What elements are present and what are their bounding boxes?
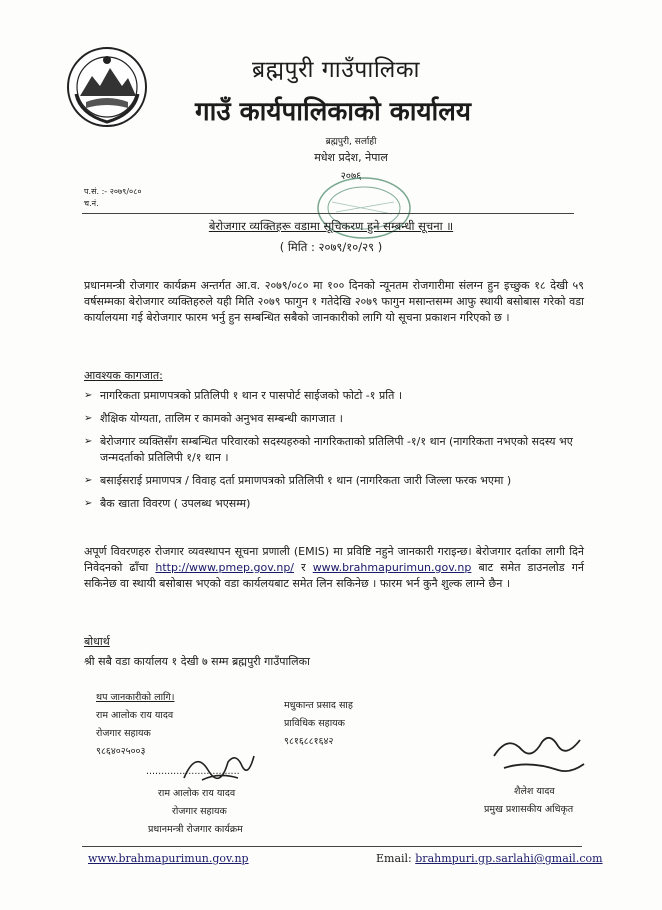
- document-item-text: बैक खाता विवरण ( उपलब्ध भएसम्म): [100, 497, 251, 510]
- contact-2-phone: ९८१६८८१६४२: [284, 736, 334, 747]
- instructions-text-2: र: [294, 561, 313, 574]
- signatory-right-name: शैलेश यादव: [514, 786, 555, 797]
- signature-left-dots: ...............................: [146, 766, 240, 777]
- documents-heading: आवश्यक कागजात:: [84, 369, 163, 382]
- contact-1-phone: ९८६४०२५००३: [96, 746, 146, 757]
- cc-heading: बोधार्थ: [84, 635, 110, 648]
- arrow-bullet-icon: ➢: [84, 475, 93, 486]
- letter-number: प.सं. :- २०७९/०८०: [84, 187, 142, 196]
- office-title: गाउँ कार्यपालिकाको कार्यालय: [195, 97, 471, 127]
- footer-email: [376, 852, 603, 865]
- arrow-bullet-icon: ➢: [84, 436, 93, 447]
- notice-paragraph: प्रधानमन्त्री रोजगार कार्यक्रम अन्तर्गत आ.व. २०७९/०८० मा १०० दिनको न्यूनतम रोजगारीमा संलग्न हुन इच्छुक १८ देखी ५९ वर्षसम्मका बेरोजगार व्यक्तिहरुले यही मिति २०७९ फागुन १ गतेदेखि २०७९ फागुन मसान्तसम्म आफु स्थायी बसोबास गरेको वडा कार्यालयमा गई बेरोजगार फारम भर्नु हुन सम्बन्धित सबैको जानकारीको लागि यो सूचना प्रकाशन गरिएको छ ।: [84, 279, 584, 324]
- instructions-text-3: बाट समेत डाउनलोड गर्न सकिनेछ वा स्थायी बसोबास भएको वडा कार्यलयबाट समेत लिन सकिनेछ । फारम भर्न कुनै शुल्क लाग्ने छैन ।: [84, 561, 584, 590]
- address-line-1: ब्रह्मपुरी, सर्लाही: [325, 137, 377, 147]
- instructions-text-1: अपूर्ण विवरणहरु रोजगार व्यवस्थापन सूचना प्रणाली (EMIS) मा प्रविष्टि नहुने जानकारी गराइन्छ। बेरोजगार दर्ताका लागी दिने निवेदनको ढाँचा: [84, 545, 584, 574]
- document-item: [84, 411, 584, 427]
- arrow-bullet-icon: ➢: [84, 413, 93, 424]
- instructions-paragraph: [84, 544, 584, 592]
- notice-date: ( मिति : २०७९/१०/२९ ): [279, 240, 383, 254]
- address-line-2: मधेश प्रदेश, नेपाल: [314, 151, 388, 164]
- contact-1-name: राम आलोक राय यादव: [96, 710, 174, 721]
- contact-1-title: रोजगार सहायक: [96, 728, 151, 739]
- signatory-right-title: प्रमुख प्रशासकीय अधिकृत: [484, 804, 574, 815]
- municipality-name: ब्रह्मपुरी गाउँपालिका: [252, 57, 420, 83]
- footer-email-label: Email:: [376, 852, 416, 865]
- footer-divider: [82, 846, 582, 847]
- contact-2-name: मधुकान्त प्रसाद साह: [284, 700, 353, 711]
- footer-email-link[interactable]: brahmpuri.gp.sarlahi@gmail.com: [415, 852, 603, 865]
- contact-heading: थप जानकारीको लागि।: [96, 692, 175, 703]
- signature-right-icon: [488, 730, 592, 786]
- arrow-bullet-icon: ➢: [84, 498, 93, 509]
- footer-website-link[interactable]: www.brahmapurimun.gov.np: [88, 852, 249, 865]
- contact-2-title: प्राविधिक सहायक: [284, 718, 345, 729]
- document-item-text: शैक्षिक योग्यता, तालिम र कामको अनुभव सम्बन्धी कागजात ।: [100, 412, 343, 425]
- document-item-text: नागरिकता प्रमाणपत्रको प्रतिलिपी १ थान र पासपोर्ट साईजको फोटो -१ प्रति ।: [100, 389, 403, 402]
- documents-list: [84, 388, 584, 519]
- header-divider: [82, 213, 574, 214]
- document-item: [84, 434, 584, 466]
- signatory-left-program: प्रधानमन्त्री रोजगार कार्यक्रम: [148, 824, 243, 835]
- subject-text: बेरोजगार व्यक्तिहरू वडामा सूचिकरण हुने सम्बन्धी सूचना ॥: [208, 219, 454, 233]
- signatory-left-name: राम आलोक राय यादव: [158, 788, 236, 799]
- pmep-link[interactable]: http://www.pmep.gov.np/: [155, 561, 295, 574]
- address-line-3: २०७६: [340, 171, 362, 182]
- document-item: [84, 388, 584, 404]
- document-item: [84, 473, 584, 489]
- cc-recipients: श्री सबै वडा कार्यालय १ देखी ७ सम्म ब्रह्मपुरी गाउँपालिका: [84, 655, 310, 668]
- signatory-left-title: रोजगार सहायक: [172, 806, 227, 817]
- arrow-bullet-icon: ➢: [84, 390, 93, 401]
- document-item: [84, 496, 584, 512]
- notice-subject: [0, 219, 662, 234]
- dispatch-number: च.नं.: [84, 199, 99, 208]
- document-item-text: बेरोजगार व्यक्तिसँग सम्बन्धित परिवारको सदस्यहरुको नागरिकताको प्रतिलिपी -१/१ थान (नागरिकता नभएको सदस्य भए जन्मदर्ताको प्रतिलिपी १/१ थान ।: [100, 435, 573, 464]
- document-item-text: बसाईसराई प्रमाणपत्र / विवाह दर्ता प्रमाणपत्रको प्रतिलिपी १ थान (नागरिकता जारी जिल्ला फरक भएमा ): [100, 474, 512, 487]
- municipality-website-link[interactable]: www.brahmapurimun.gov.np: [312, 561, 472, 574]
